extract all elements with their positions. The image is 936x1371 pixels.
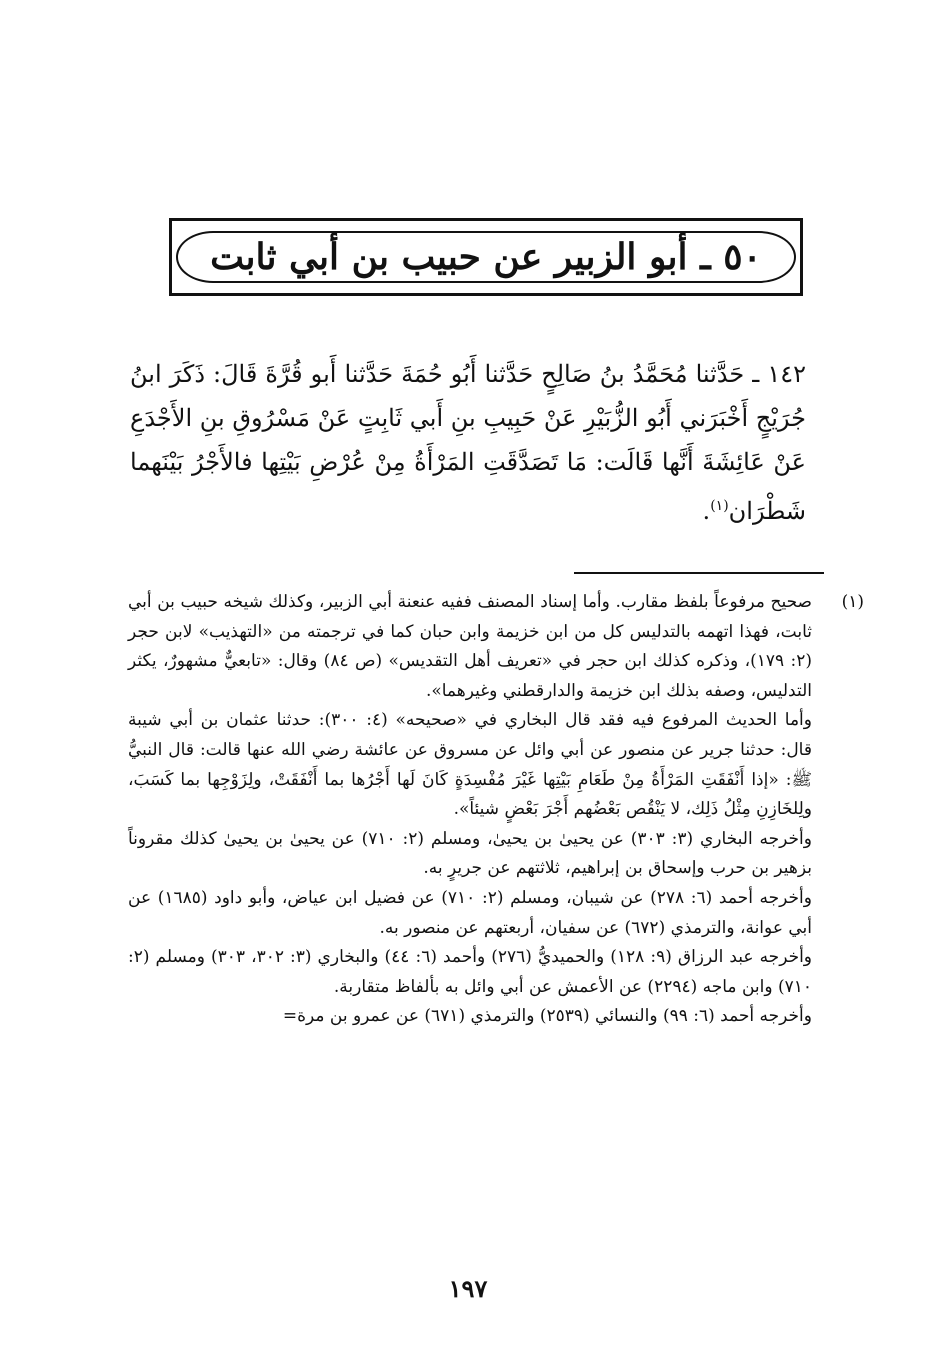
footnote-paragraph: صحيح مرفوعاً بلفظ مقارب. وأما إسناد المصنف ففيه عنعنة أبي الزبير، وكذلك شيخه حبيب بن أبي ثابت، فهذا اتهمه بالتدليس كل من ابن خزيمة وابن حبان كما في ترجمته من «التهذيب» لابن حجر (٢: ١٧٩)، وذكره كذلك ابن حجر في «تعريف أهل التقديس» (ص ٨٤) وقال: «تابعيٌّ مشهورٌ، يكثر التدليس، وصفه بذلك ابن خزيمة والدارقطني وغيرهما». bbox=[128, 592, 812, 701]
footnote-separator bbox=[574, 572, 824, 574]
footnote-paragraph: وأخرجه البخاري (٣: ٣٠٣) عن يحيىٰ بن يحيىٰ، ومسلم (٢: ٧١٠) عن يحيىٰ بن يحيىٰ كذلك مقروناً بزهير بن حرب وإسحاق بن إبراهيم، ثلاثتهم عن جريرٍ به. bbox=[128, 828, 812, 879]
footnote-reference: (١) bbox=[710, 498, 729, 514]
hadith-text: ١٤٢ ـ حَدَّثنا مُحَمَّدُ بنُ صَالِحٍ حَدَّثنا أَبُو حُمَةَ حَدَّثنا أَبو قُرَّةَ قَالَ: ذَكَرَ ابنُ جُرَيْجٍ أَخْبَرَني أَبُو الزُّبَيْرِ عَنْ حَبِيبِ بنِ أَبي ثَابِتٍ عَنْ مَسْرُوقِ بنِ الأَجْدَعِ عَنْ عَائِشَةَ أَنَّها قَالَت: مَا تَصَدَّقَتِ المَرْأَةُ مِنْ عُرْضِ بَيْتِها فالأَجْرُ بَيْنَهما شَطْرَان bbox=[130, 360, 806, 525]
footnote-block bbox=[128, 588, 864, 1032]
footnote-paragraph: وأخرجه أحمد (٦: ٩٩) والنسائي (٢٥٣٩) والترمذي (٦٧١) عن عمرو بن مرة= bbox=[282, 1006, 812, 1027]
hadith-text-block bbox=[130, 352, 806, 533]
page-number: ١٩٧ bbox=[448, 1274, 488, 1303]
footnote-number: (١) bbox=[841, 592, 864, 612]
hadith-end: . bbox=[702, 497, 711, 525]
chapter-title-frame bbox=[169, 218, 803, 296]
chapter-title: ٥٠ ـ أبو الزبير عن حبيب بن أبي ثابت bbox=[210, 236, 762, 278]
footnote-paragraph: وأخرجه عبد الرزاق (٩: ١٢٨) والحميديُّ (٢٧٦) وأحمد (٦: ٤٤) والبخاري (٣: ٣٠٢، ٣٠٣) ومسلم (٢: ٧١٠) وابن ماجه (٢٢٩٤) عن الأعمش عن أبي وائل به بألفاظ متقاربة. bbox=[128, 947, 813, 997]
footnote-paragraph: وأما الحديث المرفوع فيه فقد قال البخاري في «صحيحه» (٤: ٣٠٠): حدثنا عثمان بن أبي شيبة قال: حدثنا جرير عن منصور عن أبي وائل عن مسروق عن عائشة رضي الله عنها قالت: قال النبيُّ ﷺ: «إذا أَنْفَقَتِ المَرْأَةُ مِنْ طَعَامِ بَيْتِها غَيْرَ مُفْسِدَةٍ كَانَ لَها أَجْرُها بما أَنْفَقَتْ، ولِزَوْجِها بما كَسَبَ، ولِلخَازِنِ مِثْلُ ذَلِك، لا يَنْقُص بَعْضُهم أَجْرَ بَعْضٍ شيئاً». bbox=[128, 710, 812, 820]
footnote-paragraph: وأخرجه أحمد (٦: ٢٧٨) عن شيبان، ومسلم (٢: ٧١٠) عن فضيل ابن عياض، وأبو داود (١٦٨٥) عن أبي عوانة، والترمذي (٦٧٢) عن سفيان، أربعتهم عن منصور به. bbox=[128, 887, 812, 938]
